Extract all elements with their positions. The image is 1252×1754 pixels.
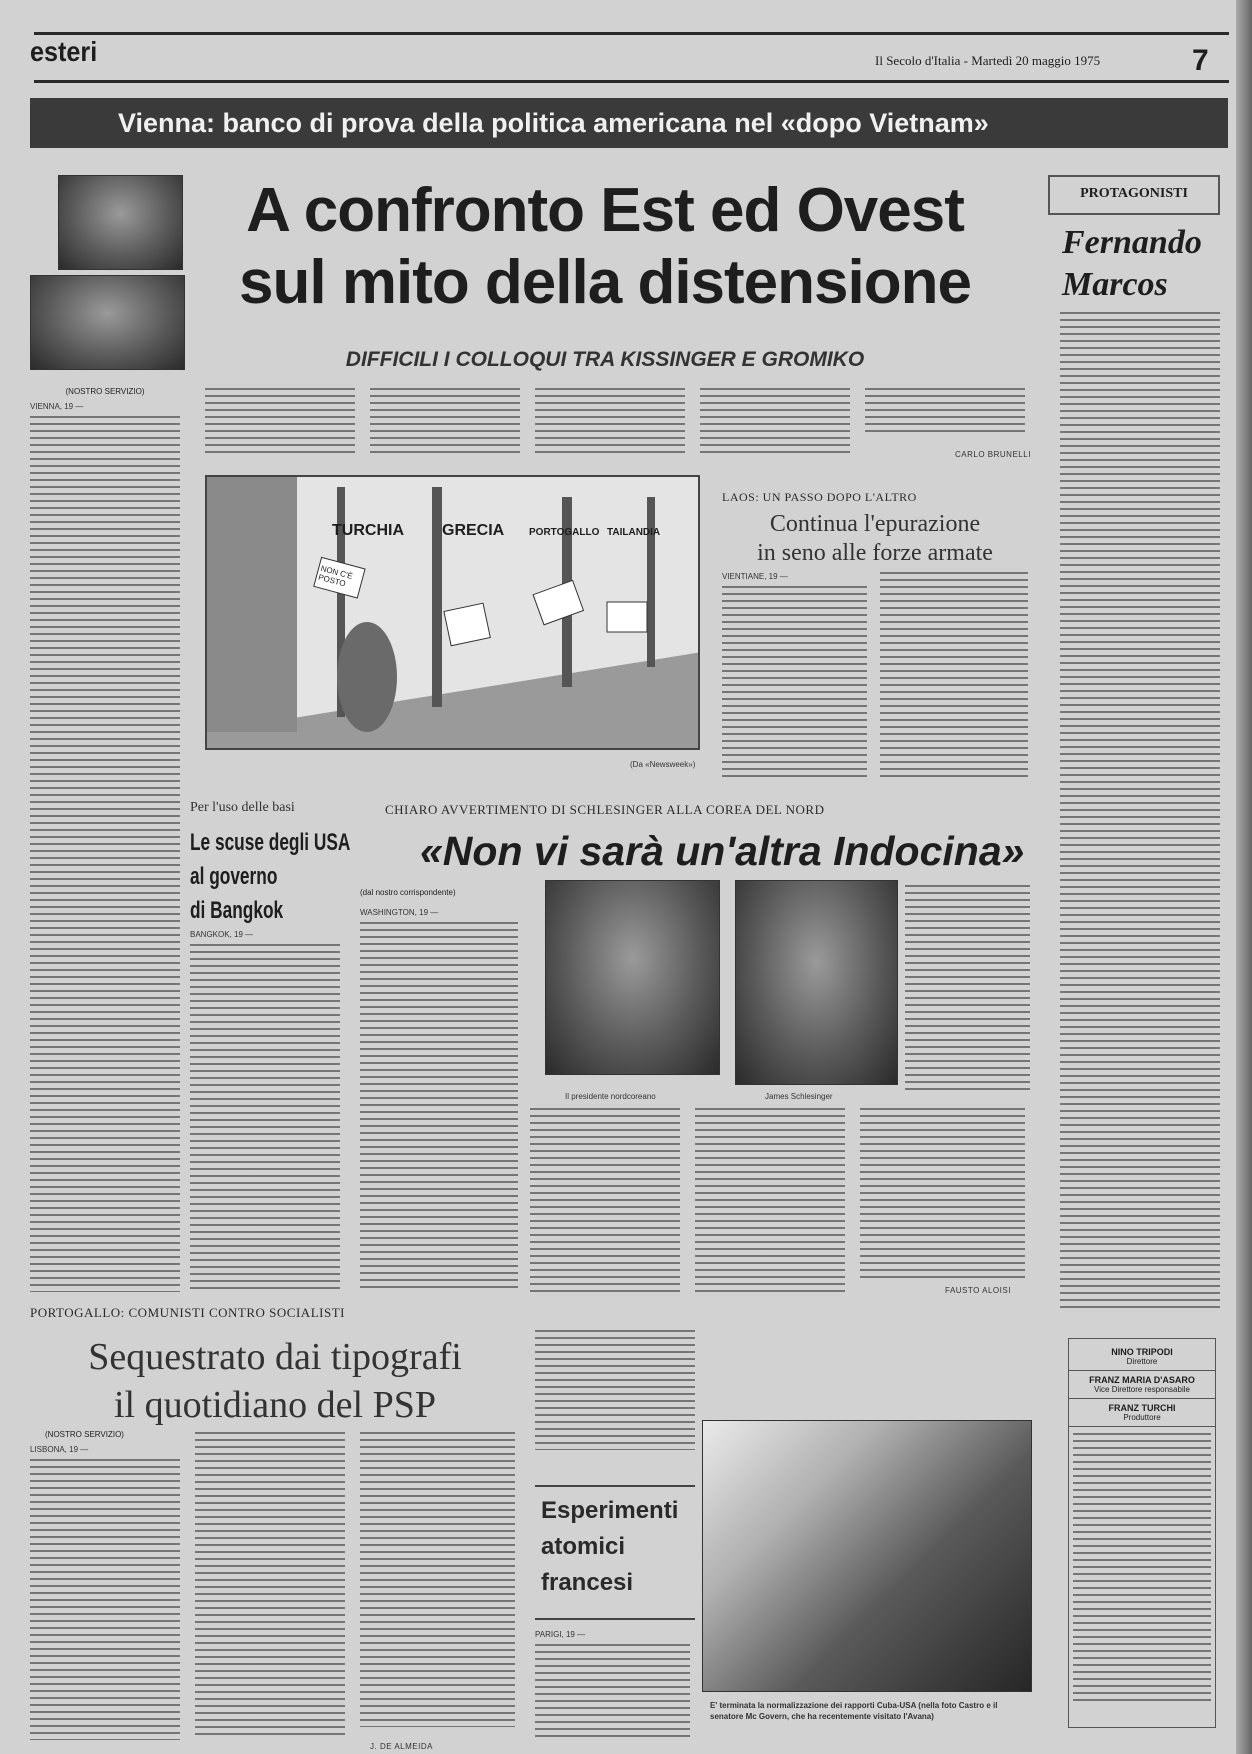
korea-column-4 (695, 1108, 845, 1293)
korea-column-6 (535, 1330, 695, 1450)
kissinger-photo (58, 175, 183, 270)
korea-byline: FAUSTO ALOISI (945, 1286, 1011, 1295)
lead-column-6 (865, 388, 1025, 433)
gromiko-photo (30, 275, 185, 370)
dateline: VIENNA, 19 — (30, 402, 84, 411)
lead-headline-line-2: sul mito della distensione (239, 248, 971, 317)
portugal-headline-line-1: Sequestrato dai tipografi (88, 1336, 462, 1378)
korea-headline: «Non vi sarà un'altra Indocina» (420, 828, 1025, 874)
cartoon (205, 475, 700, 750)
bangkok-headline-line: Le scuse degli USA (190, 829, 351, 856)
cartoon-door-label: GRECIA (442, 522, 505, 539)
portugal-byline: J. DE ALMEIDA (370, 1742, 433, 1751)
cartoon-credit: (Da «Newsweek») (630, 760, 696, 769)
banner (30, 98, 1228, 148)
staff-role: Produttore (1123, 1413, 1161, 1422)
sidebar-name-line-2: Marcos (1062, 266, 1168, 303)
korea-service: (dal nostro corrispondente) (360, 888, 456, 897)
lead-subhead: DIFFICILI I COLLOQUI TRA KISSINGER E GROMIKO (345, 348, 865, 371)
schlesinger-photo (735, 880, 898, 1085)
bangkok-kicker: Per l'uso delle basi (190, 800, 295, 815)
bangkok-headline (190, 826, 350, 928)
header-rule (34, 80, 1229, 83)
laos-kicker: LAOS: UN PASSO DOPO L'ALTRO (722, 490, 917, 504)
bangkok-headline-line: al governo (190, 863, 278, 890)
france-headline-line: Esperimenti (541, 1497, 679, 1524)
france-headline-line: atomici (541, 1533, 626, 1560)
korea-column-5 (860, 1108, 1025, 1278)
lead-column-2 (205, 388, 355, 458)
sidebar-name (1062, 222, 1202, 306)
korea-kicker: CHIARO AVVERTIMENTO DI SCHLESINGER ALLA COREA DEL NORD (385, 802, 825, 817)
staff-role: Direttore (1126, 1357, 1158, 1366)
laos-column-1 (722, 572, 867, 782)
cartoon-sign: NON C'È POSTO (317, 563, 354, 589)
korea-column-1 (360, 908, 518, 1290)
korea-column-2 (905, 885, 1030, 1095)
section-title: esteri (30, 36, 98, 67)
laos-headline-line-2: in seno alle forze armate (757, 540, 993, 566)
france-headline-line: francesi (541, 1569, 634, 1596)
portugal-headline (30, 1333, 520, 1429)
dateline: BANGKOK, 19 — (190, 930, 254, 939)
lead-column-5 (700, 388, 850, 458)
sidebar-box-label: PROTAGONISTI (1048, 175, 1220, 215)
sidebar-column (1060, 312, 1220, 1312)
lead-column-1 (30, 402, 180, 1292)
laos-headline-line-1: Continua l'epurazione (769, 511, 981, 537)
top-rule (34, 32, 1229, 35)
portugal-kicker: PORTOGALLO: COMUNISTI CONTRO SOCIALISTI (30, 1305, 345, 1320)
page-number: 7 (1192, 44, 1209, 77)
bangkok-headline-line: di Bangkok (190, 897, 284, 924)
laos-column-2 (880, 572, 1028, 782)
lead-byline: CARLO BRUNELLI (955, 450, 1031, 459)
dateline: WASHINGTON, 19 — (360, 908, 439, 917)
lead-column-4 (535, 388, 685, 458)
staff-name: FRANZ TURCHI (1108, 1403, 1176, 1413)
cartoon-door-label: PORTOGALLO (529, 527, 600, 538)
korea-column-3 (530, 1108, 680, 1293)
cartoon-door-label: TURCHIA (332, 522, 404, 539)
laos-headline (720, 510, 1030, 568)
masthead-date: Il Secolo d'Italia - Martedì 20 maggio 1975 (875, 53, 1101, 68)
photo-caption: Il presidente nordcoreano (565, 1092, 656, 1101)
cartoon-door-label: TAILANDIA (607, 527, 661, 538)
dateline: LISBONA, 19 — (30, 1445, 89, 1454)
lead-service: (NOSTRO SERVIZIO) (65, 387, 145, 396)
castro-mcgovern-photo (702, 1420, 1032, 1692)
staff-box (1068, 1338, 1216, 1728)
dateline: VIENTIANE, 19 — (722, 572, 788, 581)
bangkok-column (190, 930, 340, 1290)
portugal-column-3 (360, 1432, 515, 1727)
staff-name: NINO TRIPODI (1111, 1347, 1173, 1357)
dateline: PARIGI, 19 — (535, 1630, 586, 1639)
lead-column-3 (370, 388, 520, 458)
france-headline (535, 1485, 695, 1620)
banner-text: Vienna: banco di prova della politica americana nel «dopo Vietnam» (118, 108, 989, 138)
korea-leader-photo (545, 880, 720, 1075)
portugal-column-1 (30, 1445, 180, 1740)
france-column (535, 1630, 690, 1740)
lead-headline-line-1: A confronto Est ed Ovest (246, 176, 964, 245)
photo-caption: James Schlesinger (765, 1092, 833, 1101)
sidebar-name-line-1: Fernando (1062, 224, 1202, 261)
lead-headline (225, 175, 985, 319)
portugal-column-2 (195, 1432, 345, 1737)
staff-details (1073, 1433, 1211, 1703)
portugal-service: (NOSTRO SERVIZIO) (45, 1430, 124, 1439)
castro-photo-caption: E' terminata la normalizzazione dei rapporti Cuba-USA (nella foto Castro e il senatore Mc Govern, che ha recentemente visitato l'Avana) (710, 1701, 998, 1721)
portugal-headline-line-2: il quotidiano del PSP (114, 1384, 436, 1426)
staff-role: Vice Direttore responsabile (1094, 1385, 1190, 1394)
staff-name: FRANZ MARIA D'ASARO (1089, 1375, 1195, 1385)
page-edge (1236, 0, 1252, 1754)
